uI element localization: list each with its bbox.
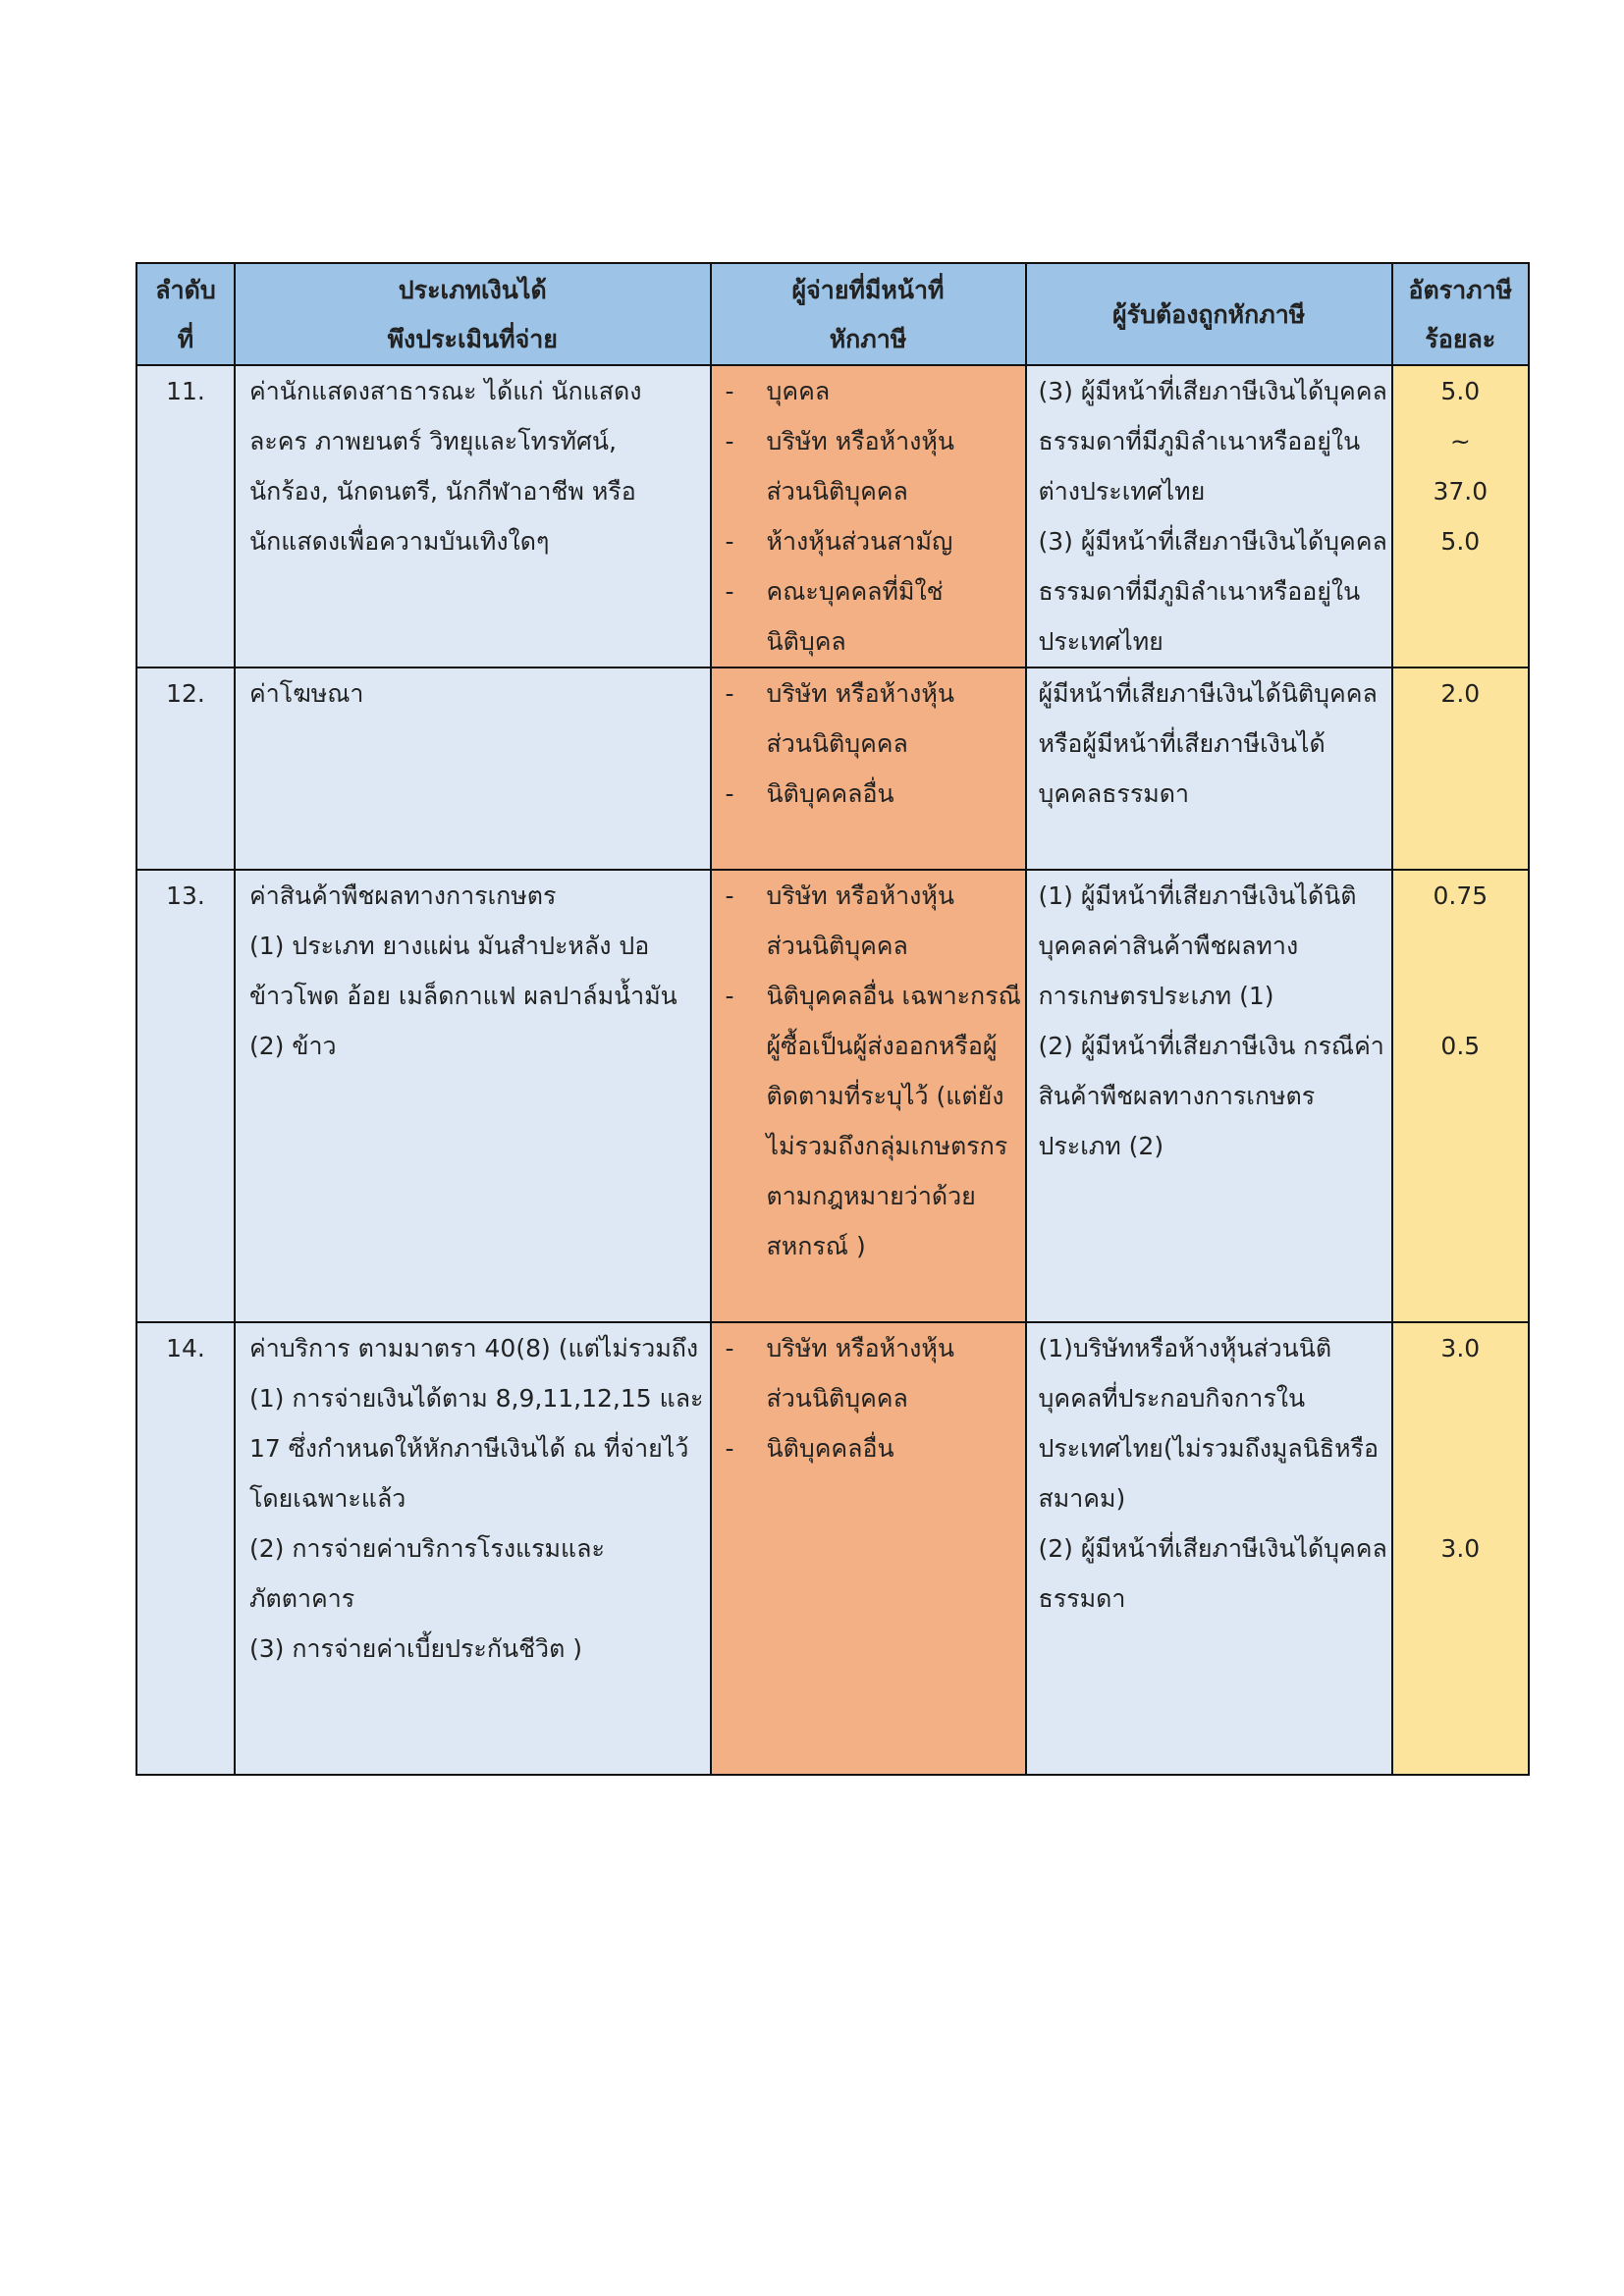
income-type-line: ภัตตาคาร — [249, 1584, 355, 1613]
income-type-line: (1) ประเภท ยางแผ่น มันสำปะหลัง ปอ — [249, 932, 650, 960]
payer-item-text: บริษัท หรือห้างหุ้น — [766, 679, 954, 708]
recipient-line: บุคคลค่าสินค้าพืชผลทาง — [1038, 932, 1299, 960]
rate-cell — [1392, 667, 1529, 870]
payer-item — [726, 366, 1025, 416]
row-number: 13. — [136, 870, 235, 1322]
bullet-dash: - — [725, 881, 734, 910]
payer-item-continuation: ส่วนนิติบุคคล — [766, 1384, 908, 1413]
recipient-line: ธรรมดาที่มีภูมิลำเนาหรืออยู่ใน — [1038, 577, 1361, 606]
payer-item-continuation: ติดตามที่ระบุไว้ (แต่ยัง — [766, 1082, 1004, 1110]
recipient-line: ประเภท (2) — [1038, 1132, 1164, 1160]
recipient-cell — [1026, 870, 1392, 1322]
recipient-cell — [1026, 667, 1392, 870]
recipient-line: บุคคลที่ประกอบกิจการใน — [1038, 1384, 1306, 1413]
rate-cell — [1392, 870, 1529, 1322]
header-payer — [711, 263, 1026, 365]
payer-item — [726, 1323, 1025, 1373]
payer-item-text: ห้างหุ้นส่วนสามัญ — [766, 527, 953, 556]
rate-spacer — [1393, 1373, 1528, 1423]
header-income-type-line: ประเภทเงินได้ — [398, 276, 547, 304]
recipient-line: สินค้าพืชผลทางการเกษตร — [1038, 1082, 1316, 1110]
payer-item-text: นิติบุคคลอื่น — [766, 779, 894, 808]
payer-item-continuation: ส่วนนิติบุคคล — [766, 729, 908, 758]
payer-item — [726, 566, 1025, 616]
row-number: 11. — [136, 365, 235, 667]
payer-item-continuation: ส่วนนิติบุคคล — [766, 932, 908, 960]
recipient-cell — [1026, 1322, 1392, 1775]
bullet-dash: - — [725, 577, 734, 606]
bullet-dash: - — [725, 1434, 734, 1463]
income-type-line: ค่าบริการ ตามมาตรา 40(8) (แต่ไม่รวมถึง — [249, 1334, 699, 1362]
rate-cell — [1392, 365, 1529, 667]
payer-item-continuation: ไม่รวมถึงกลุ่มเกษตรกร — [766, 1132, 1008, 1160]
payer-item-text: นิติบุคคลอื่น เฉพาะกรณี — [766, 982, 1021, 1010]
header-recipient-line: ผู้รับต้องถูกหักภาษี — [1112, 300, 1306, 329]
bullet-dash: - — [725, 1334, 734, 1362]
income-type-line: ค่าโฆษณา — [249, 679, 364, 708]
bullet-dash: - — [725, 527, 734, 556]
income-type-line: (3) การจ่ายค่าเบี้ยประกันชีวิต ) — [249, 1634, 583, 1663]
income-type-line: ค่านักแสดงสาธารณะ ได้แก่ นักแสดง — [249, 377, 642, 405]
recipient-line: สมาคม) — [1038, 1484, 1126, 1513]
recipient-line: (3) ผู้มีหน้าที่เสียภาษีเงินได้บุคคล — [1038, 527, 1387, 556]
income-type-line: ละคร ภาพยนตร์ วิทยุและโทรทัศน์, — [249, 427, 617, 455]
payer-item-text: บุคคล — [766, 377, 831, 405]
table-row — [136, 667, 1529, 870]
header-rate — [1392, 263, 1529, 365]
payer-item-text: บริษัท หรือห้างหุ้น — [766, 1334, 954, 1362]
header-no-line: ที่ — [177, 325, 194, 353]
payer-item-continuation: ส่วนนิติบุคคล — [766, 477, 908, 506]
payer-cell — [711, 870, 1026, 1322]
payer-item — [726, 871, 1025, 921]
income-type-line: (1) การจ่ายเงินได้ตาม 8,9,11,12,15 และ — [249, 1384, 704, 1413]
recipient-line: หรือผู้มีหน้าที่เสียภาษีเงินได้ — [1038, 729, 1326, 758]
income-type-line: 17 ซึ่งกำหนดให้หักภาษีเงินได้ ณ ที่จ่ายไว้ — [249, 1434, 689, 1463]
rate-cell — [1392, 1322, 1529, 1775]
row-number: 12. — [136, 667, 235, 870]
payer-item — [726, 516, 1025, 566]
rate-value: 2.0 — [1440, 679, 1481, 708]
income-type-line: นักร้อง, นักดนตรี, นักกีฬาอาชีพ หรือ — [249, 477, 636, 506]
recipient-line: (1)บริษัทหรือห้างหุ้นส่วนนิติ — [1038, 1334, 1332, 1362]
payer-cell — [711, 667, 1026, 870]
bullet-dash: - — [725, 779, 734, 808]
rate-spacer — [1393, 971, 1528, 1021]
payer-item — [726, 1423, 1025, 1473]
header-payer-line: ผู้จ่ายที่มีหน้าที่ — [791, 276, 945, 304]
table-row — [136, 1322, 1529, 1775]
payer-item-text: คณะบุคคลที่มิใช่ — [766, 577, 944, 606]
rate-spacer — [1393, 1423, 1528, 1473]
payer-item-text: นิติบุคคลอื่น — [766, 1434, 894, 1463]
rate-value: 3.0 — [1440, 1334, 1481, 1362]
income-type-cell — [235, 365, 711, 667]
income-type-line: (2) การจ่ายค่าบริการโรงแรมและ — [249, 1534, 605, 1563]
recipient-line: ประเทศไทย(ไม่รวมถึงมูลนิธิหรือ — [1038, 1434, 1379, 1463]
payer-item — [726, 416, 1025, 466]
rate-value: 3.0 — [1440, 1534, 1481, 1563]
table-row — [136, 365, 1529, 667]
bullet-dash: - — [725, 982, 734, 1010]
rate-value: 37.0 — [1433, 477, 1489, 506]
bullet-dash: - — [725, 377, 734, 405]
header-no-line: ลำดับ — [155, 276, 216, 304]
recipient-line: ธรรมดา — [1038, 1584, 1126, 1613]
payer-item — [726, 971, 1025, 1021]
table-header-row — [136, 263, 1529, 365]
payer-item — [726, 769, 1025, 819]
payer-item-continuation: สหกรณ์ ) — [766, 1232, 866, 1260]
payer-item — [726, 668, 1025, 719]
recipient-line: ต่างประเทศไทย — [1038, 477, 1206, 506]
recipient-line: การเกษตรประเภท (1) — [1038, 982, 1274, 1010]
income-type-line: นักแสดงเพื่อความบันเทิงใดๆ — [249, 527, 550, 556]
income-type-line: ข้าวโพด อ้อย เมล็ดกาแฟ ผลปาล์มน้ำมัน — [249, 982, 677, 1010]
header-rate-line: อัตราภาษี — [1408, 276, 1513, 304]
rate-spacer — [1393, 921, 1528, 971]
payer-item-continuation: ตามกฎหมายว่าด้วย — [766, 1182, 976, 1210]
income-type-line: โดยเฉพาะแล้ว — [249, 1484, 406, 1513]
recipient-line: (2) ผู้มีหน้าที่เสียภาษีเงินได้บุคคล — [1038, 1534, 1387, 1563]
rate-spacer — [1393, 1473, 1528, 1523]
income-type-cell — [235, 1322, 711, 1775]
recipient-line: (1) ผู้มีหน้าที่เสียภาษีเงินได้นิติ — [1038, 881, 1357, 910]
income-type-line: (2) ข้าว — [249, 1032, 337, 1060]
rate-value: 0.5 — [1440, 1032, 1481, 1060]
payer-item-text: บริษัท หรือห้างหุ้น — [766, 881, 954, 910]
recipient-line: บุคคลธรรมดา — [1038, 779, 1190, 808]
payer-cell — [711, 365, 1026, 667]
income-type-cell — [235, 870, 711, 1322]
recipient-line: ผู้มีหน้าที่เสียภาษีเงินได้นิติบุคคล — [1038, 679, 1378, 708]
header-payer-line: หักภาษี — [829, 325, 907, 353]
bullet-dash: - — [725, 679, 734, 708]
recipient-line: (3) ผู้มีหน้าที่เสียภาษีเงินได้บุคคล — [1038, 377, 1387, 405]
header-no — [136, 263, 235, 365]
table-row — [136, 870, 1529, 1322]
header-income-type-line: พึงประเมินที่จ่าย — [387, 325, 558, 353]
payer-item-text: บริษัท หรือห้างหุ้น — [766, 427, 954, 455]
payer-item-continuation: ผู้ซื้อเป็นผู้ส่งออกหรือผู้ — [766, 1032, 998, 1060]
rate-value: 5.0 — [1440, 377, 1481, 405]
recipient-line: ประเทศไทย — [1038, 627, 1164, 656]
withholding-tax-table — [135, 262, 1530, 1776]
recipient-line: (2) ผู้มีหน้าที่เสียภาษีเงิน กรณีค่า — [1038, 1032, 1384, 1060]
payer-item-continuation: นิติบุคล — [766, 627, 846, 656]
header-rate-line: ร้อยละ — [1425, 325, 1496, 353]
rate-value: 0.75 — [1433, 881, 1489, 910]
income-type-cell — [235, 667, 711, 870]
bullet-dash: - — [725, 427, 734, 455]
rate-value: 5.0 — [1440, 527, 1481, 556]
recipient-line: ธรรมดาที่มีภูมิลำเนาหรืออยู่ใน — [1038, 427, 1361, 455]
payer-cell — [711, 1322, 1026, 1775]
header-recipient — [1026, 263, 1392, 365]
row-number: 14. — [136, 1322, 235, 1775]
header-income-type — [235, 263, 711, 365]
rate-value: ~ — [1449, 427, 1471, 455]
income-type-line: ค่าสินค้าพืชผลทางการเกษตร — [249, 881, 557, 910]
recipient-cell — [1026, 365, 1392, 667]
